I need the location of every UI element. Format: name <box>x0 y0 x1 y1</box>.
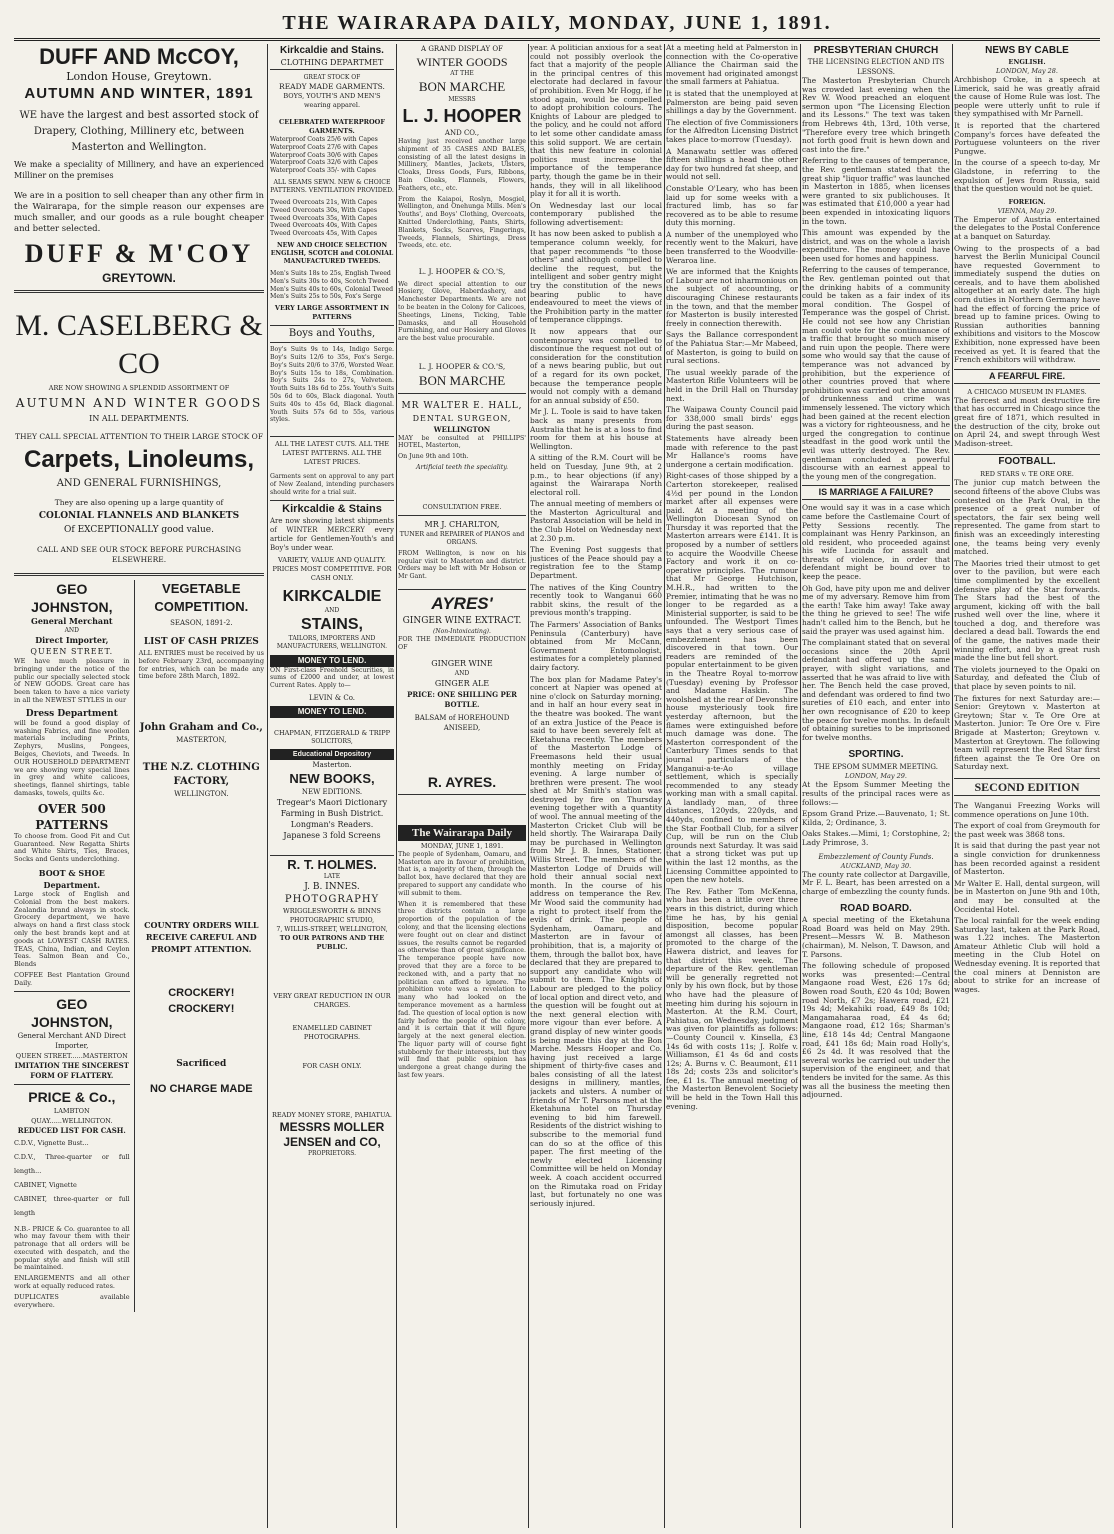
new-books: NEW BOOKS, <box>289 770 375 786</box>
cash-only: FOR CASH ONLY. <box>302 1061 362 1070</box>
tweed-row: Tweed Overcoats 30s, With Capes <box>270 206 378 214</box>
linoleums: Linoleums, <box>127 446 254 473</box>
article-body: It now appears that our contemporary was compelled to discontinue the request not out of consideration for the constitution of a news bearing public, but out of a regard for its own pocket, because the temperance people would not comply with a demand for an annual subsidy of £50. <box>530 327 662 405</box>
second-body: It is said that during the past year not a single conviction for drunkenness has been recorded against a resident of Masterton. <box>954 841 1100 877</box>
balsam: BALSAM of HOREHOUND ANISEED, <box>414 713 510 732</box>
ginger-wine: GINGER WINE <box>431 658 493 668</box>
column-3: A GRAND DISPLAY OF WINTER GOODS AT THE BON MARCHE MESSRS L. J. HOOPER AND CO., Having just received another large shipment of 35 CASES AND BALES, consisting of all the latest designs in Millinery, Mantles, Jackets, Ulsters, Cloaks, Dress Goods, Furs, Ribbons, Bain Cloaks, Flannels, Flowers, Feathers, etc., etc. From the Kaiapoi, Roslyn, Mosgiel, Wellington, and Onehunga Mills. Men's Youths', and Boys' Clothing, Overcoats, Knitted Underclothing, Pants, Shirts, Blankets, Socks, Scarves, Fingerings, Tweeds, Flannels, Shirtings, Dress Tweeds, etc. etc. L. J. HOOPER & CO.'S, We direct special attention to our Hosiery, Glove, Haberdashery, and Manchester Departments. We are not to be beaten in the Colony for Calicoes, Sheetings, Linens, Ticking, Table Damasks, and all Household Furnishing, and our Hosiery and Gloves are the best value procurable. L. J. HOOPER & CO.'S, BON MARCHE MR WALTER E. HALL, DENTAL SURGEON, WELLINGTON MAY be consulted at PHILLIPS' HOTEL, Masterton, On June 9th and 10th. Artificial teeth the speciality. CONSULTATION FREE. MR J. CHARLTON, TUNER and REPAIRER of PIANOS and ORGANS. FROM Wellington, is now on his regular visit to Masterton and district. Orders may be left with Mr Hobson or Mr Gant. AYRES' GINGER WINE EXTRACT. (Non-Intoxicating). FOR THE IMMEDIATE PRODUCTION OF GINGER WINE AND GINGER ALE PRICE: ONE SHILLING PER BOTTLE. BALSAM of HOREHOUND ANISEED, R. AYRES. The Wairarapa Daily MONDAY, JUNE 1, 1891. The people of Sydenham, Oamaru, and Masterton are in favour of prohibition, that is, a majority of them, through the ballot box, have declared that they are prepared to support any candidate who will submit to them. When it is remembered that these three districts contain a large proportion of the population of the colony, and that the licensing elections were fought out on clear and distinct issues, the results cannot be regarded as otherwise than of great significance. The temperance people have now proved that they are a force to be reckoned with, and a party that no politician can afford to ignore. The prohibition vote was a revelation to many who had looked on the temperance movement as a harmless fad. The question of local option is now fairly before the people of the colony, and it is certain that it will figure largely at the next general election. The liquor party will of course fight stubbornly for their interests, but they will find that public opinion has undergone a great change during the last few years. <box>398 45 526 1080</box>
article-body: The natives of the King Country recently took to Wanganui 660 rabbit skins, the result of the previous month's trapping. <box>530 582 662 618</box>
price-row: C.D.V., Three-quarter or full length... <box>14 1152 130 1175</box>
dental: DENTAL SURGEON, <box>412 413 512 423</box>
sporting-title: SPORTING. <box>848 749 904 761</box>
football-body: The junior cup match between the second fifteens of the above Clubs was contested on the Park Oval, in the presence of a great number of spectators, the fair sex being well represented. The game from start to finish was an exceedingly interesting one, the teams being very evenly matched. <box>954 478 1100 557</box>
approval: Garments sent on approval to any part of New Zealand, intending purchasers should write for a trial suit. <box>270 473 394 496</box>
church-body: This amount was expended by the district, and was on the whole a lavish expenditure. The money could have been used for homes and happiness. <box>802 228 950 263</box>
article-body: At a meeting held at Palmerston in connection with the Co-operative Alliance the Chairman said the movement had originated amongst the small farmers at Pahiatua. <box>666 44 798 87</box>
column-4: year. A politician anxious for a seat could not possibly overlook the fact that a majority of the people in the principal centres of this electorate had declared in favour of prohibition. Even Mr Hogg, if he stood again, would be compelled to adopt prohibition colours. The Knights of Labour are pledged to the policy, and he could not afford to let some other candidate amass this solid support. We are certain that this new feature in colonial politics must increase the importance of the temperance party, though the game be in their hands, they will in all likelihood play it for all it is worth. On Wednesday last our local contemporary published the following advertisement: It has now been asked to publish a temperance column weekly, for that paper recommends "to those others" and although compelled to decline the request, but the intelligent and sober gentry might try the constitution of the news bearing public to have endeavoured to meet the views of the Prohibition party in the matter of temperance clippings. It now appears that our contemporary was compelled to discontinue the request not out of consideration for the constitution of a news bearing public, but out of a regard for its own pocket, because the temperance people would not comply with a demand for an annual subsidy of £50. Mr J. L. Toole is said to have taken back as many presents from Australia that he is at a loss to find room for them at his house at Wellington. A sitting of the R.M. Court will be held on Tuesday, June 9th, at 2 p.m., to hear objections (if any) against the Wairarapa North electoral roll. The annual meeting of members of the Masterton Agricultural and Pastoral Association will be held in the Club Hotel on Wednesday next at 2.30 p.m. The Evening Post suggests that justices of the Peace should pay a registration fee to the Stamp Department. The natives of the King Country recently took to Wanganui 660 rabbit skins, the result of the previous month's trapping. The Farmers' Association of Banks Peninsula (Canterbury) have obtained from Mr McCann, Government Entomologist, estimates for a completely planned dairy factory. The box plan for Madame Patey's concert at Napier was opened at nine o'clock on Saturday morning, and in half an hour every seat in the theatre was booked. The want of an extra Justice of the Peace is said to have been severely felt at Eketahuna recently. The members of the Masterton Lodge of Freemasons held their usual monthly meeting on Friday evening. A large number of brethren were present. The wool shed at Mr Smith's station was destroyed by fire on Thursday evening together with a quantity of wool. The annual meeting of the Masterton Cricket Club will be held shortly. The Wairarapa Daily may be purchased in Wellington from Mr J. B. Innes, Stationer, Willis Street. The members of the Masterton Lodge of Druids will hold their annual social next month. In the course of his address on temperance the Rev. Mr Wood said the community had a right to protect itself from the evils of drink. The people of Sydenham, Oamaru, and Masterton are in favour of prohibition, that is, a majority of them, through the ballot box, have declared that they are prepared to support any candidate who will submit to them. The Knights of Labour are pledged to the policy of local option and direct veto, and the question will be fought out at the next general election with more vigour than ever before. A grand display of new winter goods is being made this day at the Bon Marche. Messrs Hooper and Co. having just received a large shipment of thirty-five cases and bales consisting of all the latest designs in millinery, mantles, jackets and ulsters. A number of friends of Mr T. Parsons met at the Eketahuna hotel on Thursday evening to bid him farewell. Residents of the district wishing to subscribe to the memorial fund can do so at the office of this paper. The first meeting of the newly elected Licensing Committee will be held on Monday week. A coach accident occurred on the Rimutaka road on Friday last, but fortunately no one was seriously injured. <box>530 44 662 1208</box>
sporting-races: Epsom Grand Prize.—Bauvenato, 1; St. Kilda, 2; Ordinance, 3. <box>802 809 950 827</box>
article-body: The usual weekly parade of the Masterton Rifle Volunteers will be held in the Drill Hall on Thursday next. <box>666 367 798 403</box>
kirk-title: Kirkcaldie and Stains. <box>280 45 384 56</box>
duff-body-2: We make a speciality of Millinery, and have an experienced Milliner on the premises <box>14 160 264 180</box>
football-body: The violets journeyed to the Opaki on Saturday, and defeated the Club of that place by seven points to nil. <box>954 664 1100 692</box>
suit-row: Men's Suits 30s to 40s, Scotch Tweed <box>270 277 389 285</box>
price-title: PRICE & Co., <box>28 1088 116 1105</box>
waterproof-row: Waterproof Coats 30/6 with Capes <box>270 151 378 159</box>
clothing-dept: CLOTHING DEPARTMET <box>270 57 394 70</box>
article-body: The Waipawa County Council paid for 338,000 small birds' eggs during the past season. <box>666 405 798 432</box>
tweed-row: Tweed Overcoats 40s, With Capes <box>270 222 378 230</box>
football-subtitle: RED STARS v. TE ORE ORE. <box>980 470 1074 479</box>
column-5: At a meeting held at Palmerston in connection with the Co-operative Alliance the Chairman said the movement had originated amongst the small farmers at Pahiatua. It is stated that the unemployed at Palmerston are being paid seven shillings a day by the Government. The election of five Commissioners for the Alfredton Licensing District takes place to-morrow (Tuesday). A Manawatu settler was offered fifteen shillings a head the other day for two hundred fat sheep, and would not sell. Constable O'Leary, who has been laid up for some weeks with a fractured limb, has so far recovered as to be able to resume duty this morning. A number of the unemployed who recently went to the Makuri, have been transferred to the Woodville-Weraroa line. We are informed that the Knights of Labour are not inharmonious on the subject of accounting, or discouraging Chinese restaurants in the town, and that the member for Masterton is busily interested freely in connection therewith. Says the Ballance correspondent of the Pahiatua Star:—Mr Mabeed, of Masterton, is going to build on rural sections. The usual weekly parade of the Masterton Rifle Volunteers will be held in the Drill Hall on Thursday next. The Waipawa County Council paid for 338,000 small birds' eggs during the past season. Statements have already been made with reference to the past Mr Hallance's rooms have undergone a certain modification. Right-cases of those shipped by a Carterton storekeeper, realised 4½d per pound in the London market after all expenses were paid. At a meeting of the Wellington Diocesan Synod on Thursday it was reported that the Masterton arrears were £141. It is proposed by a number of settlers to acquire the Woodville Cheese Factory and work it on co-operative principles. The rumour that Mr George Hutchison, M.H.R., had written to the Premier, intimating that he was no longer to be regarded as a Ministerial supporter, is said to be unfounded. The Westport Times says that a very serious case of embezzlement has been discovered in that town. Our readers are reminded of the popular entertainment to be given in the Theatre Royal to-morrow (Tuesday) evening by Professor and Madame Haskin. The woolshed at the rear of Devonshire house mysteriously took fire yesterday afternoon, but the flames were extinguished before much damage was done. The Masterton correspondent of the Canterbury Times sends to that journal particulars of the Manganui-a-te-Ao village settlement, which is specially recommended to any steady working man with a small capital. A landlady man, of three distances, 120yds, 220yds, and 440yds, confined to members of the Star Football Club, for a silver Cup, will be run on the Club grounds next Saturday. It was said that a strong ticket was put up within the last 12 months, as the Licensing Committee appointed to open the new hotels. The Rev. Father Tom McKenna, who has been a little over three years in this district, during which time he has, by his genial disposition, become popular amongst all classes, has been promoted to the charge of the Hawera district, and leaves for that district this week. The departure of the Rev. gentleman will be generally regretted not only by his own flock, but by those who have had the pleasure of meeting him during his sojourn in Masterton. At the R.M. Court, Pahiatua, on Wednesday, judgment was given for plaintiffs as follows:—County Council v. Kinsella, £3 14s 6d with costs 11s; J. Rolfe v. Williamson, £1 4s 6d and costs 12s; A. Burns v. C. Beaumont, £11 18s 2d; costs 23s and solicitor's fee, £1 1s. The annual meeting of the Masterton Benevolent Society will be held in the Town Hall this evening. <box>666 44 798 1111</box>
cable-body: In the course of a speech to-day, Mr Gladstone, in referring to the expulsion of Jews from Russia, said that the question would not be quiet. <box>954 158 1100 194</box>
geo-title: GEO JOHNSTON, <box>31 581 113 615</box>
bon-marche-2: BON MARCHE <box>418 372 506 388</box>
london-date: LONDON, May 28. <box>996 67 1058 75</box>
photography: PHOTOGRAPHY <box>284 893 380 905</box>
willis-street: 7, WILLIS-STREET, WELLINGTON, <box>276 925 388 933</box>
duplicates: DUPLICATES available everywhere. <box>14 1292 130 1309</box>
marriage-body: Oh God, have pity upon me and deliver me of my adversary. Remove him from the earth! Take him away! Take away the thing he grieved to see! The wife hadn't called him to the Bench, but he said the prayer was used against him. <box>802 583 950 636</box>
price-row: CABINET, three-quarter or full length <box>14 1194 130 1217</box>
cable-body: It is reported that the chartered Company's forces have defeated the Portuguese volunteers on the river Pungwe. <box>954 120 1100 156</box>
article-body: The election of five Commissioners for the Alfredton Licensing District takes place to-morrow (Tuesday). <box>666 117 798 144</box>
boys-youths: Boys and Youths, <box>270 325 394 343</box>
latest-cuts: ALL THE LATEST CUTS. ALL THE LATEST PATTERNS. ALL THE LATEST PRICES. <box>270 436 394 467</box>
boot-dept: BOOT & SHOE Department. <box>38 867 105 890</box>
imitation: IMITATION THE SINCEREST FORM OF FLATTERY. <box>14 1060 129 1080</box>
marriage-body: One would say it was in a case which came before the Castlemaine Court of Petty Sessions recently. The complainant was Henry Parkinson, an old resident, who proceeded against his wife Lucinda for assault and threats of violence, in order that defendant might be bound over to keep the peace. <box>802 503 950 582</box>
vienna-date: VIENNA, May 29. <box>997 206 1057 215</box>
column-rule <box>664 44 665 1528</box>
price-list: REDUCED LIST FOR CASH. <box>17 1125 126 1135</box>
embezzlement: Embezzlement of County Funds. <box>818 852 934 861</box>
quality: Of EXCEPTIONALLY good value. <box>64 525 214 535</box>
sporting-body: At the Epsom Summer Meeting the results of the principal races were as follows:— <box>802 780 950 807</box>
winter-goods: WINTER GOODS <box>416 55 508 69</box>
kirk-and: AND <box>324 606 340 614</box>
japanese-screens: Japanese 3 fold Screens <box>283 830 381 840</box>
ready-made: READY MADE GARMENTS. <box>279 82 385 91</box>
holmes: R. T. HOLMES. <box>270 855 394 873</box>
solicitors: SOLICITORS, <box>311 737 353 745</box>
embezzle-date: AUCKLAND, May 30. <box>840 861 912 870</box>
second-body: The export of coal from Greymouth for the past week was 3868 tons. <box>954 821 1100 839</box>
geo-and: AND <box>64 627 79 634</box>
waterproof-row: Waterproof Coats 27/6 with Capes <box>270 143 378 151</box>
chapman: CHAPMAN, FITZGERALD & TRIPP <box>274 728 390 737</box>
proprietors: PROPRIETORS. <box>307 1149 357 1157</box>
tweed-row: Tweed Overcoats 21s, With Capes <box>270 198 378 206</box>
sporting-races: Oaks Stakes.—Mimi, 1; Corstophine, 2; Lady Primrose, 3. <box>802 829 950 847</box>
church-subtitle: THE LICENSING ELECTION AND ITS LESSONS. <box>807 58 945 76</box>
article-body: We are informed that the Knights of Labour are not inharmonious on the subject of accounting, or discouraging Chinese restaurants in the town, and that the member for Masterton is busily interested freely in connection therewith. <box>666 267 798 328</box>
non-intoxicating: (Non-Intoxicating). <box>433 627 491 635</box>
enamelled: ENAMELLED CABINET PHOTOGRAPHS. <box>292 1023 372 1041</box>
article-body: On Wednesday last our local contemporary published the following advertisement: <box>530 200 662 227</box>
suit-row: Men's Suits 18s to 25s, English Tweed <box>270 269 391 277</box>
sporting-date: LONDON, May 29. <box>845 772 907 781</box>
coffee: COFFEE Best Plantation Ground Daily. <box>14 970 130 987</box>
embezzle-body: The county rate collector at Dargaville, Mr F. L. Beart, has been arrested on a charge of embezzling the county funds. <box>802 869 950 896</box>
duff-logo: DUFF & M'COY <box>24 239 254 268</box>
hooper-body: Having just received another large shipment of 35 CASES AND BALES, consisting of all the latest designs in Millinery, Mantles, Jackets, Ulsters, Cloaks, Dress Goods, Furs, Ribbons, Bain Cloaks, Flannels, Flowers, Feathers, etc., etc. <box>398 138 526 192</box>
duff-subtitle: London House, Greytown. <box>66 70 212 83</box>
winter-mercery: Are now showing latest shipments of WINTER MERCERY every article for Gentlemen-Youth's and Boy's under wear. <box>270 516 394 552</box>
geo2-title: GEO JOHNSTON, <box>31 995 113 1030</box>
bush-farming: Farming in Bush District. <box>280 808 384 818</box>
kirkcaldie: KIRKCALDIE <box>282 587 382 605</box>
price: PRICE: ONE SHILLING PER BOTTLE. <box>407 689 517 709</box>
article-body: A sitting of the R.M. Court will be held on Tuesday, June 9th, at 2 p.m., to hear objections (if any) against the Wairarapa North electoral roll. <box>530 453 662 497</box>
ayres-name: R. AYRES. <box>427 773 497 790</box>
educational: Educational Depository <box>270 749 394 760</box>
patterns-body: To choose from. Good Fit and Cut Guaranteed. New Regatta Shirts and White Shirts, Ties, Braces, Socks and Gents underclothing. <box>14 831 130 864</box>
duff-body-3: We are in a position to sell cheaper than any other firm in the Wairarapa, for the simple reason our expenses are much smaller, and our goods as a rule bought cheaper and better selected. <box>14 191 264 234</box>
money-body: ON First-class Freehold Securities, in sums of £2000 and under, at lowest Current Rates. Apply to— <box>270 666 394 690</box>
new-editions: NEW EDITIONS. <box>301 787 363 796</box>
grand-display: A GRAND DISPLAY OF <box>421 45 503 53</box>
road-board-title: ROAD BOARD. <box>840 903 912 915</box>
patrons: TO OUR PATRONS AND THE PUBLIC. <box>279 933 385 951</box>
geo2-sub: General Merchant AND Direct Importer, <box>17 1031 126 1050</box>
article-body: It is stated that the unemployed at Palmerston are being paid seven shillings a day by the Government. <box>666 88 798 116</box>
innes: J. B. INNES. <box>304 881 360 892</box>
column-7: NEWS BY CABLE ENGLISH. LONDON, May 28. Archbishop Croke, in a speech at Limerick, said he was greatly afraid the cause of Home Rule was lost. The people were utterly unfit to rule if they sympathised with Mr Parnell. It is reported that the chartered Company's forces have defeated the Portuguese volunteers on the river Pungwe. In the course of a speech to-day, Mr Gladstone, in referring to the expulsion of Jews from Russia, said that the question would not be quiet. FOREIGN. VIENNA, May 29. The Emperor of Austria entertained the delegates to the Postal Conference at a banquet on Saturday. Owing to the prospects of a bad harvest the Berlin Municipal Council have requested Government to immediately suspend the duties on cereals, and to have them abolished altogether at an early date. The high corn duties in Northern Germany have had the effect of forcing the price of bread up to famine prices. Owing to Russian authorities banning exhibitions and visitors to the Moscow Exhibition, none expressed have been received as yet. It is feared that the French exhibitors will withdraw. A FEARFUL FIRE. A CHICAGO MUSEUM IN FLAMES. The fiercest and most destructive fire that has occurred in Chicago since the great fire of 1871, which resulted in the destruction of the city, broke out on April 24, and swept through West Madison-street. FOOTBALL. RED STARS v. TE ORE ORE. The junior cup match between the second fifteens of the above Clubs was contested on the Park Oval, in the presence of a great number of spectators, the fair sex being well represented. The game from start to finish was an exceedingly interesting one, the teams being very evenly matched. The Maories tried their utmost to get over to the pavilion, but were each time complimented by the excellent defensive play of the Star forwards. The Stars had the best of the argument, kicking off with the ball rushed well over the line, where it touched a dog, and therefore was declared a dead ball. Towards the end of the game, the natives made their winning effort, and by a great rush made the line but fell short. The violets journeyed to the Opaki on Saturday, and defeated the Club of that place by seven points to nil. The fixtures for next Saturday are:—Senior: Greytown v. Masterton at Greytown; Star v. Te Ore Ore at Masterton. Junior: Te Ore Ore v. Fire Brigade at Masterton; Greytown v. Masterton at Greytown. The following team will represent the Red Star first fifteen against the Te Ore Ore on Saturday next. SECOND EDITION The Wanganui Freezing Works will commence operations on June 10th. The export of coal from Greymouth for the past week was 3868 tons. It is said that during the past year not a single conviction for drunkenness has been recorded against a resident of Masterton. Mr Walter E. Hall, dental surgeon, will be in Masterton on June 9th and 10th, and may be consulted at the Occidental Hotel. The local rainfall for the week ending Saturday last, taken at the Park Road, was 1.22 inches. The Masterton Amateur Athletic Club will hold a meeting in the Club Hotel on Wednesday evening. It is reported that the coal miners at Denniston are about to strike for an increase of wages. <box>954 45 1100 994</box>
caselberg-attention: THEY CALL SPECIAL ATTENTION TO THEIR LARGE STOCK OF <box>14 432 264 441</box>
money-to-lend: MONEY TO LEND. <box>270 655 394 667</box>
column-2: Kirkcaldie and Stains. CLOTHING DEPARTMET GREAT STOCK OF READY MADE GARMENTS. BOYS, YOUTH'S AND MEN'S wearing apparel. CELEBRATED WATERPROOF GARMENTS. Waterproof Coats 25/6 with Capes Waterproof Coats 27/6 with Capes Waterproof Coats 30/6 with Capes Waterproof Coats 32/6 with Capes Waterproof Coats 35/- with Capes ALL SEAMS SEWN. NEW & CHOICE PATTERNS. VENTILATION PROVIDED. Tweed Overcoats 21s, With Capes Tweed Overcoats 30s, With Capes Tweed Overcoats 35s, With Capes Tweed Overcoats 40s, With Capes Tweed Overcoats 45s, With Capes NEW AND CHOICE SELECTION ENGLISH, SCOTCH and COLONIAL MANUFACTURED TWEEDS. Men's Suits 18s to 25s, English Tweed Men's Suits 30s to 40s, Scotch Tweed Men's Suits 40s to 60s, Colonial Tweed Men's Suits 25s to 50s, Fox's Serge VERY LARGE ASSORTMENT IN PATTERNS Boys and Youths, Boy's Suits 9s to 14s, Indigo Serge. Boy's Suits 12/6 to 35s, Fox's Serge. Boy's Suits 20/6 to 37/6, Worsted Wear. Boy's Suits 15s to 18s, Combination. Boy's Suits 24s to 27s, Velveteen. Youth Suits 18s 6d to 25s. Youth's Suits 50s 6d to 60s, Black diagonal. Youth Suits 40s to 45s 6d, Black diagonal. Youth Suits 57s 6d to 55s, various styles. ALL THE LATEST CUTS. ALL THE LATEST PATTERNS. ALL THE LATEST PRICES. Garments sent on approval to any part of New Zealand, intending purchasers should write for a trial suit. Kirkcaldie & Stains Are now showing latest shipments of WINTER MERCERY every article for Gentlemen-Youth's and Boy's under wear. VARIETY, VALUE AND QUALITY. PRICES MOST COMPETITIVE. FOR CASH ONLY. KIRKCALDIE AND STAINS, TAILORS, IMPORTERS AND MANUFACTURERS, WELLINGTON. MONEY TO LEND. ON First-class Freehold Securities, in sums of £2000 and under, at lowest Current Rates. Apply to— LEVIN & Co. MONEY TO LEND. CHAPMAN, FITZGERALD & TRIPP SOLICITORS, Educational Depository Masterton. NEW BOOKS, NEW EDITIONS. Tregear's Maori Dictionary Farming in Bush District. Longman's Readers. Japanese 3 fold Screens R. T. HOLMES. LATE J. B. INNES. PHOTOGRAPHY WRIGGLESWORTH & BINNS PHOTOGRAPHIC STUDIO, 7, WILLIS-STREET, WELLINGTON, TO OUR PATRONS AND THE PUBLIC. VERY GREAT REDUCTION IN OUR CHARGES. ENAMELLED CABINET PHOTOGRAPHS. FOR CASH ONLY. READY MONEY STORE, PAHIATUA. MESSRS MOLLER JENSEN and CO, PROPRIETORS. <box>270 45 394 1157</box>
duff-town: GREYTOWN. <box>102 271 176 285</box>
hooper: L. J. HOOPER <box>402 106 522 126</box>
duff-title: DUFF AND McCOY, <box>39 44 239 69</box>
call-to-action: CALL AND SEE OUR STOCK BEFORE PURCHASING ELSEWHERE. <box>37 545 241 564</box>
daily-date: MONDAY, JUNE 1, 1891. <box>420 841 504 850</box>
article-body: Statements have already been made with reference to the past Mr Hallance's rooms have undergone a certain modification. <box>666 433 798 469</box>
article-body: The Evening Post suggests that justices of the Peace should pay a registration fee to the Stamp Department. <box>530 545 662 581</box>
foreign-heading: FOREIGN. <box>1008 197 1046 206</box>
fire-subtitle: A CHICAGO MUSEUM IN FLAMES. <box>967 387 1087 396</box>
waterproof-row: Waterproof Coats 25/6 with Capes <box>270 136 378 143</box>
hooper-3: L. J. HOOPER & CO.'S, <box>418 361 506 371</box>
article-body: Constable O'Leary, who has been laid up for some weeks with a fractured limb, has so far recovered as to be able to resume duty this morning. <box>666 183 798 228</box>
football-title: FOOTBALL. <box>954 454 1100 469</box>
column-rule <box>528 44 529 1528</box>
dental-wellington: WELLINGTON <box>433 424 491 434</box>
tailors: TAILORS, IMPORTERS AND MANUFACTURERS, WELLINGTON. <box>276 634 388 650</box>
waterproof-row: Waterproof Coats 35/- with Capes <box>270 167 376 175</box>
column-6: PRESBYTERIAN CHURCH THE LICENSING ELECTION AND ITS LESSONS. The Masterton Presbyterian Church was crowded last evening when the Rev W. Wood preached an eloquent sermon upon "The Licensing Election and its Lessons." The text was taken from Hebrews 4th, 13rd, 10th verse, "Therefore every tree which bringeth not forth good fruit is hewn down and cast into the fire." Referring to the causes of temperance, the Rev. gentleman stated that the great ship "liquor traffic" was launched in Masterton in 1885, when licenses were granted to six publichouses. It was estimated that £10,000 a year had been expended in intoxicating liquors in the town. This amount was expended by the district, and was on the whole a lavish expenditure. The money could have been used for homes and happiness. Referring to the causes of temperance, the Rev. gentleman pointed out that the drinking habits of a community could be taken as a fair index of its moral condition. The Gospel of Temperance was the gospel of Christ. He could not see how any Christian man could vote for the continuance of a traffic that brought so much misery and ruin upon the people. There were some who would say that the cause of temperance was not advanced by prohibition, but the experience of other countries proved that where prohibition was carried out the amount of drunkenness and crime was immensely lessened. The victory which had been gained at the recent election was a victory for righteousness, and he urged the congregation to continue steadfast in the good work until the evil was utterly destroyed. The Rev. gentleman concluded a powerful discourse with an earnest appeal to the young men of the congregation. IS MARRIAGE A FAILURE? One would say it was in a case which came before the Castlemaine Court of Petty Sessions recently. The complainant was Henry Parkinson, an old resident, who proceeded against his wife Lucinda for assault and threats of violence, in order that defendant might be bound over to keep the peace. Oh God, have pity upon me and deliver me of my adversary. Remove him from the earth! Take him away! Take away the thing he grieved to see! The wife hadn't called him to the Bench, but he said the prayer was used against him. The complainant stated that on several occasions since the 20th April defendant had offered up the same prayer, with slight variations, and asserted that he was afraid to live with her. The Bench held the case proved, and defendant was ordered to find two sureties of £10 each, and enter into her own recognisance of £20 to keep the peace for twelve months. In default of obtaining sureties to be imprisoned for twelve months. SPORTING. THE EPSOM SUMMER MEETING. LONDON, May 29. At the Epsom Summer Meeting the results of the principal races were as follows:— Epsom Grand Prize.—Bauvenato, 1; St. Kilda, 2; Ordinance, 3. Oaks Stakes.—Mimi, 1; Corstophine, 2; Lady Primrose, 3. Embezzlement of County Funds. AUCKLAND, May 30. The county rate collector at Dargaville, Mr F. L. Beart, has been arrested on a charge of embezzling the county funds. ROAD BOARD. A special meeting of the Eketahuna Road Board was held on May 29th. Present—Messrs W. B. Matheson (chairman), M. Nelson, T. Dawson, and T. Parsons. The following schedule of proposed works was presented:—Central Mangaone road West, £26 17s 6d; Bowen road South, £20 4s 10d; Bowen road North, £7 2s; Hawera road, £21 19s 4d; Mekahiki road, £49 8s 10d; Mangamaharaa road, £4 4s 6d; Mangaone road, £12 16s; Sharman's line, £18 14s 4d; Central Mangaone road, £41 18s 6d; Main road Holly's, £6 2s 4d. It was resolved that the several works be carried out under the supervision of the engineer, and that tenders be invited for the same. As this was all the business the meeting then adjourned. <box>802 45 950 1100</box>
column-rule <box>396 44 397 1528</box>
wrigglesworth: WRIGGLESWORTH & BINNS <box>283 906 381 915</box>
caselberg-title: M. CASELBERG & CO <box>15 309 263 380</box>
price-street: LAMBTON QUAY......WELLINGTON. <box>31 1106 113 1125</box>
flannels: COLONIAL FLANNELS AND BLANKETS <box>38 511 240 521</box>
kirk-stains: Kirkcaldie & Stains <box>270 500 394 517</box>
article-body: It has now been asked to publish a temperance column weekly, for that paper recommends "to those others" and although compelled to decline the request, but the intelligent and sober gentry might try the constitution of the news bearing public to have endeavoured to meet the views of the Prohibition party in the matter of temperance clippings. <box>530 229 662 325</box>
column-1: DUFF AND McCOY, London House, Greytown. AUTUMN AND WINTER, 1891 WE have the largest and best assorted stock of Drapery, Clothing, Millinery etc, between Masterton and Wellington. We make a speciality of Millinery, and have an experienced Milliner on the premises We are in a position to sell cheaper than any other firm in the Wairarapa, for the simple reason our expenses are much smaller, and our goods as a rule bought cheaper and better selected. DUFF & M'COY GREYTOWN. M. CASELBERG & CO ARE NOW SHOWING A SPLENDID ASSORTMENT OF AUTUMN AND WINTER GOODS IN ALL DEPARTMENTS. THEY CALL SPECIAL ATTENTION TO THEIR LARGE STOCK OF Carpets, Linoleums, AND GENERAL FURNISHINGS, They are also opening up a large quantity of COLONIAL FLANNELS AND BLANKETS Of EXCEPTIONALLY good value. CALL AND SEE OUR STOCK BEFORE PURCHASING ELSEWHERE. GEO JOHNSTON, General Merchant AND Direct Importer, QUEEN STREET. WE have much pleasure in bringing under the notice of the public our specially selected stock of NEW GOODS. Great care has been taken to have a nice variety in all the NEWEST STYLES in our Dress Department will be found a good display of washing Fabrics, and fine woollen materials including Prints, Zephyrs, Muslins, Pongees, Beiges, Cheviots, and Tweeds. In OUR HOUSEHOLD DEPARTMENT we are showing very special lines in grey and white calicoes, sheetings, flannel shirtings, table damasks, towels, quilts &c. OVER 500 PATTERNS To choose from. Good Fit and Cut Guaranteed. New Regatta Shirts and White Shirts, Ties, Braces, Socks and Gents underclothing. BOOT & SHOE Department. Large stock of English and Colonial from the best makers. Zealandia brand always in stock. Grocery department, we have always on hand a first class stock only the best brands kept and at goods at LOWEST CASH RATES. TEAS, China, Indian, and Ceylon Teas. Salmon Bean and Co., Blends COFFEE Best Plantation Ground Daily. GEO JOHNSTON, General Merchant AND Direct Importer, QUEEN STREET......MASTERTON IMITATION THE SINCEREST FORM OF FLATTERY. PRICE & Co., LAMBTON QUAY......WELLINGTON. REDUCED LIST FOR CASH. C.D.V., Vignette Bust... C.D.V., Three-quarter or full length... CABINET, Vignette CABINET, three-quarter or full length N.B.- PRICE & Co. guarantee to all who may favour them with their patronage that all orders will be executed with despatch, and the popular style and finish will still be maintained. ENLARGEMENTS and all other work at equally reduced rates. DUPLICATES available everywhere. VEGETABLE COMPETITION. SEASON, 1891-2. LIST OF CASH PRIZES ALL ENTRIES must be received by us before February 23rd, accompanying for entries, which can be made any time before 28th March, 1892. John Graham and Co., MASTERTON, THE N.Z. CLOTHING FACTORY, WELLINGTON. COUNTRY ORDERS WILL RECEIVE CAREFUL AND PROMPT ATTENTION. CROCKERY! CROCKERY! Sacrificed NO CHARGE MADE <box>14 44 264 1528</box>
article-body: The Farmers' Association of Banks Peninsula (Canterbury) have obtained from Mr McCann, Government Entomologist, estimates for a completely planned dairy factory. <box>530 620 662 672</box>
ginger-ale: GINGER ALE <box>434 678 490 688</box>
dress-body: will be found a good display of washing Fabrics, and fine woollen materials including Prints, Zephyrs, Muslins, Pongees, Beiges, Cheviots, and Tweeds. In OUR HOUSEHOLD DEPARTMENT we are showing very special lines in grey and white calicoes, sheetings, flannel shirtings, table damasks, towels, quilts &c. <box>14 718 130 797</box>
tweed-row: Tweed Overcoats 45s, With Capes <box>270 230 378 238</box>
marriage-title: IS MARRIAGE A FAILURE? <box>802 485 950 500</box>
price-row: CABINET, Vignette <box>14 1180 77 1189</box>
longman: Longman's Readers. <box>290 819 374 829</box>
hall-body: MAY be consulted at PHILLIPS' HOTEL, Masterton, <box>398 434 526 450</box>
suit-row: Men's Suits 25s to 50s, Fox's Serge <box>270 293 382 301</box>
tweed-row: Tweed Overcoats 35s, With Capes <box>270 214 378 222</box>
article-body: Mr J. L. Toole is said to have taken back as many presents from Australia that he is at a loss to find room for them at his house at Wellington. <box>530 407 662 451</box>
article-body: year. A politician anxious for a seat could not possibly overlook the fact that a majority of the people in the principal centres of this electorate had declared in favour of prohibition. Even Mr Hogg, if he stood again, would be compelled to adopt prohibition colours. The Knights of Labour are pledged to the policy, and he could not afford to let some other candidate amass this solid support. We are certain that this new feature in colonial politics must increase the importance of the temperance party, though the game be in their hands, they will in all likelihood play it for all it is worth. <box>530 44 662 199</box>
ayres-title: AYRES' <box>431 593 493 613</box>
artificial-teeth: Artificial teeth the speciality. <box>415 463 509 471</box>
caselberg-goods: AUTUMN AND WINTER GOODS <box>15 396 263 410</box>
geo2-street: QUEEN STREET......MASTERTON <box>15 1051 128 1060</box>
bon-marche: BON MARCHE <box>418 79 506 94</box>
duff-season: AUTUMN AND WINTER, 1891 <box>24 85 254 102</box>
great-stock: GREAT STOCK OF <box>303 74 361 81</box>
cable-body: Archbishop Croke, in a speech at Limerick, said he was greatly afraid the cause of Home Rule was lost. The people were utterly unfit to rule if they sympathised with Mr Parnell. <box>954 75 1100 119</box>
foreign-body: The Emperor of Austria entertained the delegates to the Postal Conference at a banquet on Saturday. <box>954 214 1100 241</box>
reduction: VERY GREAT REDUCTION IN OUR CHARGES. <box>273 991 391 1009</box>
road-board-body: A special meeting of the Eketahuna Road Board was held on May 29th. Present—Messrs W. B. Matheson (chairman), M. Nelson, T. Dawson, and T. Parsons. <box>802 915 950 959</box>
article-body: Says the Ballance correspondent of the Pahiatua Star:—Mr Mabeed, of Masterton, is going to build on rural sections. <box>666 330 798 366</box>
enlargements: ENLARGEMENTS and all other work at equally reduced rates. <box>14 1274 130 1291</box>
english-heading: ENGLISH. <box>1008 58 1046 66</box>
fire-title: A FEARFUL FIRE. <box>954 369 1100 384</box>
manufactured: NEW AND CHOICE SELECTION ENGLISH, SCOTCH and COLONIAL MANUFACTURED TWEEDS. <box>270 241 394 265</box>
price-note: N.B.- PRICE & Co. guarantee to all who may favour them with their patronage that all orders will be executed with despatch, and the popular style and finish will still be maintained. <box>14 1224 130 1272</box>
waterproof-heading: CELEBRATED WATERPROOF GARMENTS. <box>279 118 385 135</box>
opening: They are also opening up a large quantity of <box>54 498 224 507</box>
studio: PHOTOGRAPHIC STUDIO, <box>289 916 375 924</box>
masterton: Masterton. <box>312 760 352 769</box>
tregear: Tregear's Maori Dictionary <box>276 797 388 807</box>
carpets: Carpets, <box>24 446 121 473</box>
boys-apparel: BOYS, YOUTH'S AND MEN'S wearing apparel. <box>283 92 381 109</box>
church-body: The Masterton Presbyterian Church was crowded last evening when the Rev W. Wood preached an eloquent sermon upon "The Licensing Election and its Lessons." The text was taken from Hebrews 4th, 13rd, 10th verse, "Therefore every tree which bringeth not forth good fruit is hewn down and cast into the fire." <box>802 76 950 154</box>
seams: ALL SEAMS SEWN. NEW & CHOICE PATTERNS. VENTILATION PROVIDED. <box>270 178 394 194</box>
sporting-subtitle: THE EPSOM SUMMER MEETING. <box>813 763 938 772</box>
geo-sub2: Direct Importer, <box>35 635 109 645</box>
second-edition: SECOND EDITION <box>954 778 1100 796</box>
patterns: OVER 500 PATTERNS <box>35 801 109 832</box>
money-to-lend-2: MONEY TO LEND. <box>270 706 394 718</box>
moller-jensen: MESSRS MOLLER JENSEN and CO, <box>279 1119 385 1149</box>
church-title: PRESBYTERIAN CHURCH <box>813 45 939 56</box>
caselberg-sub: ARE NOW SHOWING A SPLENDID ASSORTMENT OF <box>48 384 230 392</box>
leader: The people of Sydenham, Oamaru, and Masterton are in favour of prohibition, that is, a majority of them, through the ballot box, have declared that they are prepared to support any candidate who will submit to them. <box>398 850 526 897</box>
waterproof-row: Waterproof Coats 32/6 with Capes <box>270 159 378 167</box>
ginger-wine-extract: GINGER WINE EXTRACT. <box>402 615 522 626</box>
article-body: The annual meeting of members of the Masterton Agricultural and Pastoral Association will be held in the Club Hotel on Wednesday next at 2.30 p.m. <box>530 499 662 543</box>
church-body: Referring to the causes of temperance, the Rev. gentleman stated that the great ship "liquor traffic" was launched in Masterton in 1885, when licenses were granted to six publichouses. It was estimated that £10,000 a year had been expended in intoxicating liquors in the town. <box>802 156 950 226</box>
dress-dept: Dress Department <box>25 708 118 719</box>
hooper-2: L. J. HOOPER & CO.'S, <box>418 266 506 276</box>
hooper-and-co: AND CO., <box>444 129 480 137</box>
column-rule <box>800 44 801 1528</box>
consultation: CONSULTATION FREE. <box>422 502 502 511</box>
fire-body: The fiercest and most destructive fire that has occurred in Chicago since the great fire of 1871, which resulted in the destruction of the city, broke out on April 24, and swept through West Madison-street. <box>954 395 1100 448</box>
late: LATE <box>323 872 341 880</box>
second-body: Mr Walter E. Hall, dental surgeon, will be in Masterton on June 9th and 10th, and may be consulted at the Occidental Hotel. <box>954 878 1100 914</box>
levin: LEVIN & Co. <box>308 693 356 702</box>
column-rule <box>952 44 953 1528</box>
second-body: The Wanganui Freezing Works will commence operations on June 10th. <box>954 800 1100 819</box>
ready-money: READY MONEY STORE, PAHIATUA. <box>272 1110 392 1119</box>
cable-title: NEWS BY CABLE <box>985 45 1069 56</box>
tuner: TUNER and REPAIRER of PIANOS and ORGANS. <box>399 530 525 546</box>
stains: STAINS, <box>301 615 363 633</box>
suit-row: Men's Suits 40s to 60s, Colonial Tweed <box>270 285 394 293</box>
messrs: MESSRS <box>448 96 476 103</box>
geo-sub1: General Merchant <box>31 616 113 626</box>
boot-body: Large stock of English and Colonial from the best makers. Zealandia brand always in stock. Grocery department, we have always on hand a first class stock only the best brands kept and at goods at LOWEST CASH RATES. TEAS, China, Indian, and Ceylon Teas. Salmon Bean and Co., Blends <box>14 889 130 969</box>
furnishings: AND GENERAL FURNISHINGS, <box>56 478 222 489</box>
article-body: A number of the unemployed who recently went to the Makuri, have been transferred to the Woodville-Weraroa line. <box>666 229 798 265</box>
price-row: C.D.V., Vignette Bust... <box>14 1138 89 1147</box>
geo-body: WE have much pleasure in bringing under the notice of the public our specially selected stock of NEW GOODS. Great care has been taken to have a nice variety in all the NEWEST STYLES in our <box>14 657 130 704</box>
geo-street: QUEEN STREET. <box>30 647 114 656</box>
duff-body-1: WE have the largest and best assorted stock of Drapery, Clothing, Millinery etc, between Masterton and Wellington. <box>19 110 259 153</box>
charlton: MR J. CHARLTON, <box>424 519 500 529</box>
masthead: THE WAIRARAPA DAILY, MONDAY, JUNE 1, 1891. <box>14 8 1100 41</box>
newspaper-page <box>14 8 1100 1528</box>
hall-title: MR WALTER E. HALL, <box>401 400 523 411</box>
hall-dates: On June 9th and 10th. <box>398 453 469 461</box>
column-rule <box>267 44 268 1528</box>
assortment: VERY LARGE ASSORTMENT IN PATTERNS <box>274 304 390 322</box>
article-body: A Manawatu settler was offered fifteen shillings a head the other day for two hundred fat sheep, and would not sell. <box>666 146 798 182</box>
daily-title: The Wairarapa Daily <box>398 825 526 841</box>
variety: VARIETY, VALUE AND QUALITY. PRICES MOST COMPETITIVE. FOR CASH ONLY. <box>272 555 392 582</box>
caselberg-depts: IN ALL DEPARTMENTS. <box>89 414 189 423</box>
